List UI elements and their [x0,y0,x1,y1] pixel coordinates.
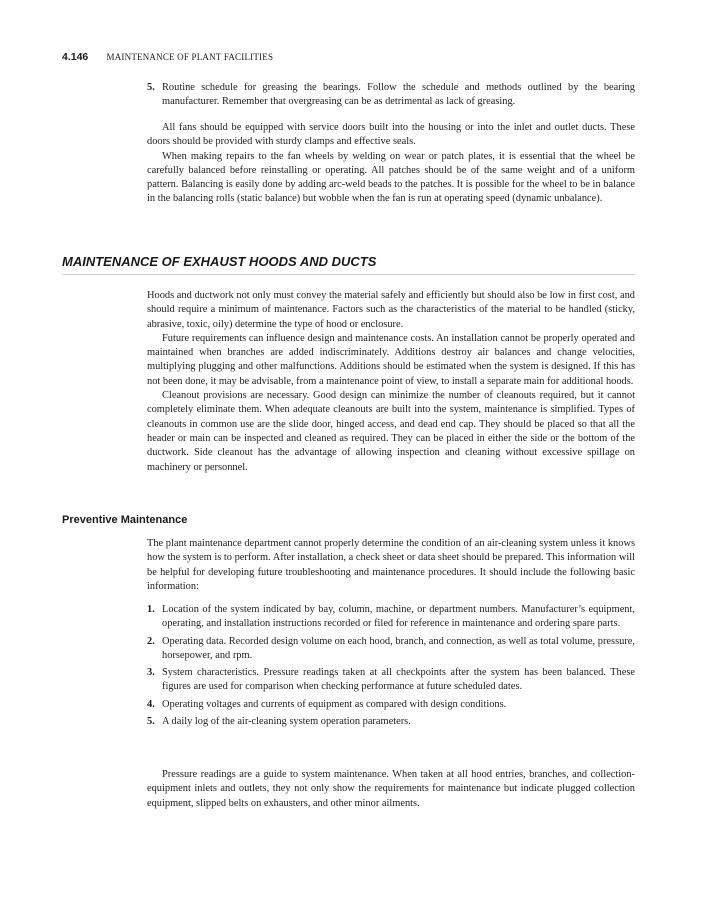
paragraph: All fans should be equipped with service doors built into the housing or into the inlet and outlet ducts. These doors should be provided with sturdy clamps and effective seals. [147,122,635,148]
subsection-intro [147,537,635,594]
list-item-number: 4. [147,698,155,710]
list-item-number: 5. [147,716,155,728]
section-heading: MAINTENANCE OF EXHAUST HOODS AND DUCTS [62,254,635,275]
paragraph: Pressure readings are a guide to system maintenance. When taken at all hood entries, branches, and collection-equipment inlets and outlets, they not only show the requirements for maintenance but indicate plugged collection equipment, slipped belts on exhausters, and other minor ailments. [147,769,635,809]
list-item-text: Operating data. Recorded design volume on each hood, branch, and connection, as well as total volume, pressure, horsepower, and rpm. [162,635,635,661]
list-item [147,666,635,695]
running-head [62,51,662,67]
list-item [147,635,635,664]
list-item-number: 2. [147,635,155,647]
running-title: MAINTENANCE OF PLANT FACILITIES [106,52,274,62]
paragraph: When making repairs to the fan wheels by welding on wear or patch plates, it is essential that the wheel be carefully balanced before reinstalling or operating. All patches should be of the same weight and of a uniform pattern. Balancing is easily done by adding arc-weld beads to the patches. It is possible for the wheel to be in balance in the balancing rolls (static balance) but wobble when the fan is run at operating speed (dynamic unbalance). [147,150,635,205]
list-item [147,603,635,632]
list-item-text: System characteristics. Pressure readings taken at all checkpoints after the system has been balanced. These figures are used for comparison when checking performance at future scheduled dates. [162,667,635,693]
paragraph: Future requirements can influence design and maintenance costs. An installation cannot be properly operated and maintained when branches are added indiscriminately. Additions destroy air balances and change velocities, multiplying plugging and other malfunctions. Additions should be estimated when the system is designed. If this has not been done, it may be advisable, from a maintenance point of view, to install a separate main for additional hoods. [147,332,635,387]
list-item-text: Routine schedule for greasing the bearings. Follow the schedule and methods outlined by the bearing manufacturer. Remember that overgreasing can be as detrimental as lack of greasing. [162,82,635,108]
list-item-text: Operating voltages and currents of equipment as compared with design conditions. [162,698,507,710]
page-number: 4.146 [62,51,89,63]
list-item [147,81,635,110]
list-item-number: 3. [147,667,155,679]
paragraph: The plant maintenance department cannot properly determine the condition of an air-cleaning system unless it knows how the system is to perform. After installation, a check sheet or data sheet should be prepared. This information will be helpful for developing future troubleshooting and maintenance procedures. It should include the following basic information: [147,538,635,592]
paragraph: Hoods and ductwork not only must convey the material safely and efficiently but should also be low in first cost, and should require a minimum of maintenance. Factors such as the characteristics of the material to be handled (sticky, abrasive, toxic, oily) determine the type of hood or enclosure. [147,290,635,330]
list-item-number: 1. [147,604,155,615]
top-list [147,81,635,110]
list-item [147,698,635,712]
paragraph: Cleanout provisions are necessary. Good design can minimize the number of cleanouts required, but it cannot completely eliminate them. When adequate cleanouts are built into the system, maintenance is simplified. Types of cleanouts in common use are the slide door, hinged access, and dead end cap. They should be placed so that all the header or main can be inspected and cleaned as required. They can be placed in either the side or the bottom of the ductwork. Side cleanout has the advantage of allowing inspection and cleaning without excessive spillage on machinery or personnel. [147,390,635,473]
subsection-closing [147,768,635,811]
list-item [147,715,635,729]
list-item-number: 5. [147,82,155,93]
section-body [147,289,635,475]
numbered-list [147,603,635,729]
list-item-text: A daily log of the air-cleaning system operation parameters. [162,716,411,728]
subsection-heading: Preventive Maintenance [62,514,188,526]
fans-paragraphs [147,121,635,207]
list-item-text: Location of the system indicated by bay, column, machine, or department numbers. Manufacturer’s equipment, operating, and installation instructions recorded or filed for reference in maintenance and ordering spare parts. [162,604,635,630]
